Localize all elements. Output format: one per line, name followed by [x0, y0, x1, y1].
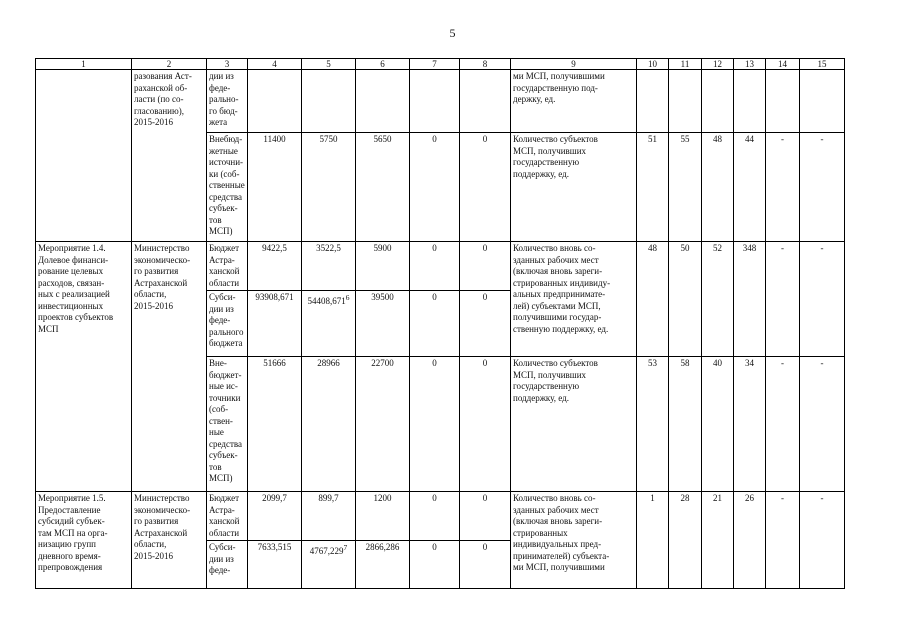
value-cell: 39500 [356, 291, 410, 357]
indicator-cell: ми МСП, получившими государственную под- держку, ед. [511, 70, 637, 133]
indicator-value: - [766, 357, 800, 492]
value-cell [356, 70, 410, 133]
value-cell: 0 [410, 541, 460, 589]
value-cell: 0 [460, 133, 511, 242]
value-cell: 3522,5 [302, 242, 356, 291]
value-cell [410, 70, 460, 133]
value-text: 4767,229 [309, 546, 344, 556]
value-cell: 28966 [302, 357, 356, 492]
indicator-value: 26 [734, 492, 766, 589]
table-row [36, 492, 845, 541]
indicator-value [702, 70, 734, 133]
indicator-value [734, 70, 766, 133]
value-cell: 5650 [356, 133, 410, 242]
value-cell: 0 [460, 357, 511, 492]
event-cell: Мероприятие 1.4. Долевое финанси- рование целевых расходов, связан- ных с реализацией инвестиционных проектов субъектов МСП [36, 242, 132, 492]
column-number: 15 [800, 59, 845, 70]
value-cell: 0 [410, 357, 460, 492]
indicator-value [669, 70, 702, 133]
indicator-value: - [766, 133, 800, 242]
column-number-row [36, 59, 845, 70]
value-text: 54408,671 [307, 296, 346, 306]
column-number: 10 [637, 59, 669, 70]
value-cell: 22700 [356, 357, 410, 492]
column-number: 11 [669, 59, 702, 70]
indicator-value: 58 [669, 357, 702, 492]
value-cell: 0 [460, 541, 511, 589]
page-number: 5 [449, 26, 456, 40]
indicator-value: 48 [702, 133, 734, 242]
column-number: 1 [36, 59, 132, 70]
footnote-mark: 7 [343, 543, 348, 552]
value-cell: 0 [410, 242, 460, 291]
column-number: 8 [460, 59, 511, 70]
indicator-value: 1 [637, 492, 669, 589]
indicator-value: - [800, 242, 845, 357]
indicator-cell: Количество вновь со- зданных рабочих мест (включая вновь зареги- стрированных индивидуальных пред- принимателей) субъекта- ми МСП, получившими [511, 492, 637, 589]
indicator-value [766, 70, 800, 133]
indicator-value: 21 [702, 492, 734, 589]
value-cell: 0 [410, 291, 460, 357]
funding-source-cell: Вне- бюджет- ные ис- точники (соб- ствен- ные средства субъек- тов МСП) [207, 357, 248, 492]
value-cell: 0 [460, 242, 511, 291]
funding-source-cell: дии из феде- рально- го бюд- жета [207, 70, 248, 133]
value-cell: 0 [410, 133, 460, 242]
executor-cell: Министерство экономическо- го развития Астраханской области, 2015-2016 [132, 242, 207, 492]
value-cell [302, 291, 356, 357]
indicator-value: 51 [637, 133, 669, 242]
value-cell: 51666 [248, 357, 302, 492]
value-cell: 0 [460, 492, 511, 541]
indicator-value: - [766, 492, 800, 589]
value-cell [302, 70, 356, 133]
indicator-value: 50 [669, 242, 702, 357]
funding-source-cell: Внебюд- жетные источни- ки (соб- ственные средства субъек- тов МСП) [207, 133, 248, 242]
funding-source-cell: Субси- дии из феде- рального бюджета [207, 291, 248, 357]
indicator-value: 48 [637, 242, 669, 357]
value-cell [302, 541, 356, 589]
table-row [36, 70, 845, 133]
indicator-value: 348 [734, 242, 766, 357]
value-cell: 0 [410, 492, 460, 541]
column-number: 4 [248, 59, 302, 70]
value-cell: 2866,286 [356, 541, 410, 589]
indicator-value: - [800, 133, 845, 242]
indicator-value: 55 [669, 133, 702, 242]
event-cell: Мероприятие 1.5. Предоставление субсидий субъек- там МСП на орга- низацию групп дневного время- препровождения [36, 492, 132, 589]
value-cell [248, 70, 302, 133]
value-cell: 9422,5 [248, 242, 302, 291]
indicator-value: - [766, 242, 800, 357]
value-cell: 93908,671 [248, 291, 302, 357]
value-cell: 5900 [356, 242, 410, 291]
column-number: 12 [702, 59, 734, 70]
indicator-value: 34 [734, 357, 766, 492]
indicator-cell: Количество субъектов МСП, получивших государственную поддержку, ед. [511, 133, 637, 242]
footnote-mark: 6 [345, 293, 350, 302]
value-cell: 5750 [302, 133, 356, 242]
indicator-value [637, 70, 669, 133]
funding-source-cell: Субси- дии из феде- [207, 541, 248, 589]
value-cell: 2099,7 [248, 492, 302, 541]
column-number: 13 [734, 59, 766, 70]
indicator-value: 28 [669, 492, 702, 589]
table-row [36, 242, 845, 291]
event-cell [36, 70, 132, 242]
column-number: 7 [410, 59, 460, 70]
funding-source-cell: Бюджет Астра- ханской области [207, 242, 248, 291]
column-number: 5 [302, 59, 356, 70]
indicator-value: - [800, 492, 845, 589]
indicator-cell: Количество субъектов МСП, получивших государственную поддержку, ед. [511, 357, 637, 492]
column-number: 2 [132, 59, 207, 70]
value-cell: 1200 [356, 492, 410, 541]
funding-source-cell: Бюджет Астра- ханской области [207, 492, 248, 541]
value-cell: 0 [460, 291, 511, 357]
value-cell: 11400 [248, 133, 302, 242]
column-number: 9 [511, 59, 637, 70]
executor-cell: разования Аст- раханской об- ласти (по со- гласованию), 2015-2016 [132, 70, 207, 242]
indicator-value: - [800, 357, 845, 492]
program-table [35, 58, 845, 589]
indicator-cell: Количество вновь со- зданных рабочих мест (включая вновь зареги- стрированных индивиду- альных предпринимате- лей) субъектами МСП, получившими государ- ственную поддержку, ед. [511, 242, 637, 357]
value-cell: 899,7 [302, 492, 356, 541]
indicator-value: 40 [702, 357, 734, 492]
column-number: 14 [766, 59, 800, 70]
column-number: 3 [207, 59, 248, 70]
column-number: 6 [356, 59, 410, 70]
indicator-value: 44 [734, 133, 766, 242]
indicator-value [800, 70, 845, 133]
indicator-value: 53 [637, 357, 669, 492]
executor-cell: Министерство экономическо- го развития Астраханской области, 2015-2016 [132, 492, 207, 589]
value-cell [460, 70, 511, 133]
indicator-value: 52 [702, 242, 734, 357]
value-cell: 7633,515 [248, 541, 302, 589]
